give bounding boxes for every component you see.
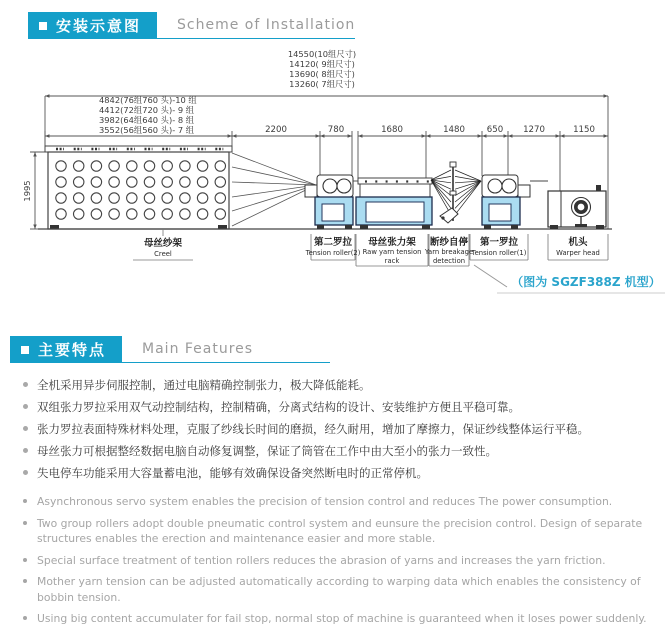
dim-label: 1480 [443,125,465,135]
head-label-zh: 机头 [568,237,588,248]
dim-label: 2200 [265,125,287,135]
installation-title-badge [28,12,157,39]
feature-zh-item: 失电停车功能采用大容量蓄电池，能够有效确保设备突然断电时的正常停机。 [22,462,656,484]
model-caption [474,265,665,293]
feature-zh-item: 张力罗拉表面特殊材料处理，克服了纱线长时间的磨损，经久耐用，增加了摩擦力，保证纱线整体运行平稳。 [22,418,656,440]
dim-label: 4842(76组760 头)-10 组 [99,95,197,105]
breakage-label-zh: 断纱自停 [429,237,469,248]
features-zh-list [22,374,656,484]
breakage-label-en2: detection [432,257,466,265]
feature-en-item: Special surface treatment of tention rollers reduces the abrasion of yarns and increases the yarn friction. [22,553,656,569]
roller2-label-zh: 第二罗拉 [313,237,353,248]
dim-label: 14120( 9组尺寸) [289,59,355,69]
installation-title-zh: 安装示意图 [56,17,142,35]
feature-en-item: Mother yarn tension can be adjusted automatically according to warping data which enables the consistency of bobbin tension. [22,574,656,605]
features-title-en: Main Features [122,336,330,363]
yarn-breakage-drawing [431,162,481,223]
head-label-en: Warper head [556,249,600,257]
features-section-header [10,336,330,363]
dim-label: 1680 [381,125,403,135]
feature-en-item: Asynchronous servo system enables the precision of tension control and reduces The power consumption. [22,494,656,510]
feature-zh-item: 母丝张力可根据整经数据电脑自动修复调整，保证了筒管在工作中由大至小的张力一致性。 [22,440,656,462]
yarn-fan-lines [232,153,316,226]
features-title-zh: 主要特点 [38,341,107,359]
rack-label-en2: rack [384,257,400,265]
top-dimension-labels [288,49,356,89]
feature-zh-item: 双组张力罗拉采用双气动控制结构，控制精确，分离式结构的设计、安装维护方便且平稳可靠。 [22,396,656,418]
feature-zh-item: 全机采用异步伺服控制，通过电脑精确控制张力，极大降低能耗。 [22,374,656,396]
dim-label: 3982(64组640 头)- 8 组 [99,115,195,125]
square-bullet-icon [21,346,29,354]
dim-label: 1270 [523,125,545,135]
tension-rack-drawing [353,178,432,229]
chain-dimension-labels [265,125,595,135]
model-caption-text: （图为 SGZF388Z 机型） [511,275,661,289]
breakage-label-en: Yarn breakage [424,248,474,256]
dim-label: 14550(10组尺寸) [287,49,357,59]
installation-title-en: Scheme of Installation [157,12,355,39]
dim-label: 1150 [573,125,595,135]
height-dimension [30,152,48,229]
dim-label: 13260( 7组尺寸) [289,79,355,89]
dim-label: 650 [486,125,504,135]
features-en-list [22,494,656,627]
warper-head-drawing [548,185,606,229]
dim-label: 780 [327,125,345,135]
tension-roller1-drawing [482,175,548,229]
tension-roller2-drawing [305,175,353,229]
creel-label-zh: 母丝纱架 [143,238,183,249]
square-bullet-icon [39,22,47,30]
creel-dimension-labels [99,95,197,135]
installation-diagram [0,39,672,329]
installation-section-header [28,12,356,39]
features-title-badge [10,336,122,363]
dim-label: 13690( 8组尺寸) [289,69,355,79]
feature-en-item: Using big content accumulater for fail stop, normal stop of machine is guaranteed when it loses power suddenly. [22,611,656,627]
component-labels [144,236,600,265]
rack-label-zh: 母丝张力架 [368,237,416,248]
roller2-label-en: Tension roller(2) [305,249,361,257]
rack-label-en: Raw yarn tension [362,248,422,256]
creel-label-en: Creel [154,250,172,258]
height-dim-label: 1995 [22,180,32,202]
dim-label: 4412(72组720 头)- 9 组 [99,105,195,115]
feature-en-item: Two group rollers adopt double pneumatic control system and eunsure the precision control. Design of separate structures enables the erection and maintenance easier and more stable. [22,516,656,547]
roller1-label-en: Tension roller(1) [471,249,527,257]
creel-drawing [45,146,232,229]
dim-label: 3552(56组560 头)- 7 组 [99,125,195,135]
roller1-label-zh: 第一罗拉 [479,237,519,248]
